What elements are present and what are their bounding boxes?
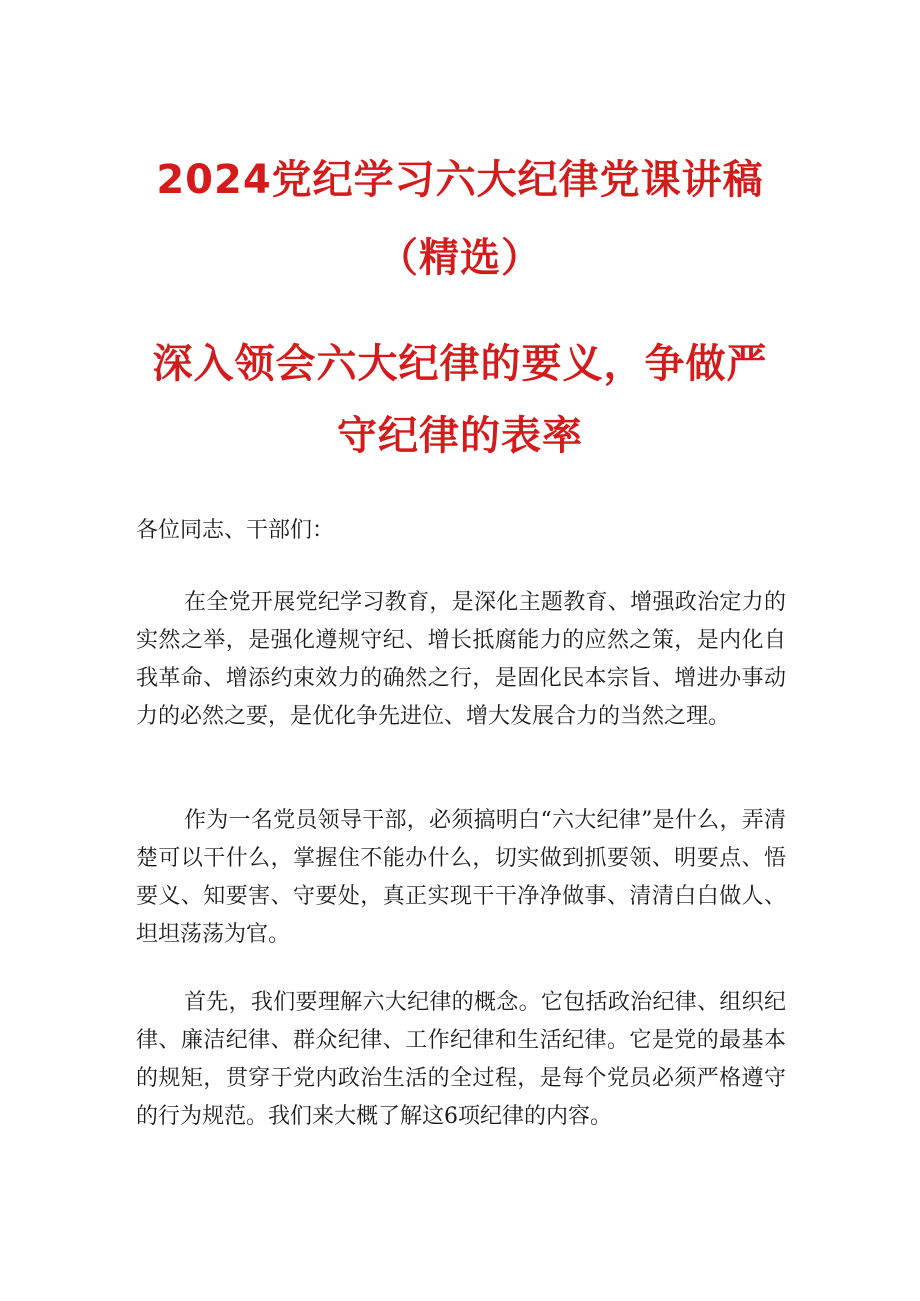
paragraph-2: 作为一名党员领导干部，必须搞明白“六大纪律”是什么，弄清楚可以干什么，掌握住不能办什么，切实做到抓要领、明要点、悟要义、知要害、守要处，真正实现干干净净做事、清清白白做人、坦坦荡荡为官。 (136, 808, 786, 947)
document-subtitle: 深入领会六大纪律的要义，争做严 (152, 340, 768, 387)
document-title-suffix: （精选） (378, 235, 542, 281)
document-title: 2024党纪学习六大纪律党课讲稿 (156, 157, 764, 203)
paragraph-1: 在全党开展党纪学习教育，是深化主题教育、增强政治定力的实然之举，是强化遵规守纪、增长抵腐能力的应然之策，是内化自我革命、增添约束效力的确然之行，是固化民本宗旨、增进办事动力的必然之要，是优化争先进位、增大发展合力的当然之理。 (136, 590, 786, 729)
document-subtitle-continued: 守纪律的表率 (337, 412, 583, 459)
paragraph-3: 首先，我们要理解六大纪律的概念。它包括政治纪律、组织纪律、廉洁纪律、群众纪律、工作纪律和生活纪律。它是党的最基本的规矩，贯穿于党内政治生活的全过程，是每个党员必须严格遵守的行为规范。我们来大概了解这6项纪律的内容。 (136, 990, 786, 1129)
salutation: 各位同志、干部们： (136, 518, 335, 543)
